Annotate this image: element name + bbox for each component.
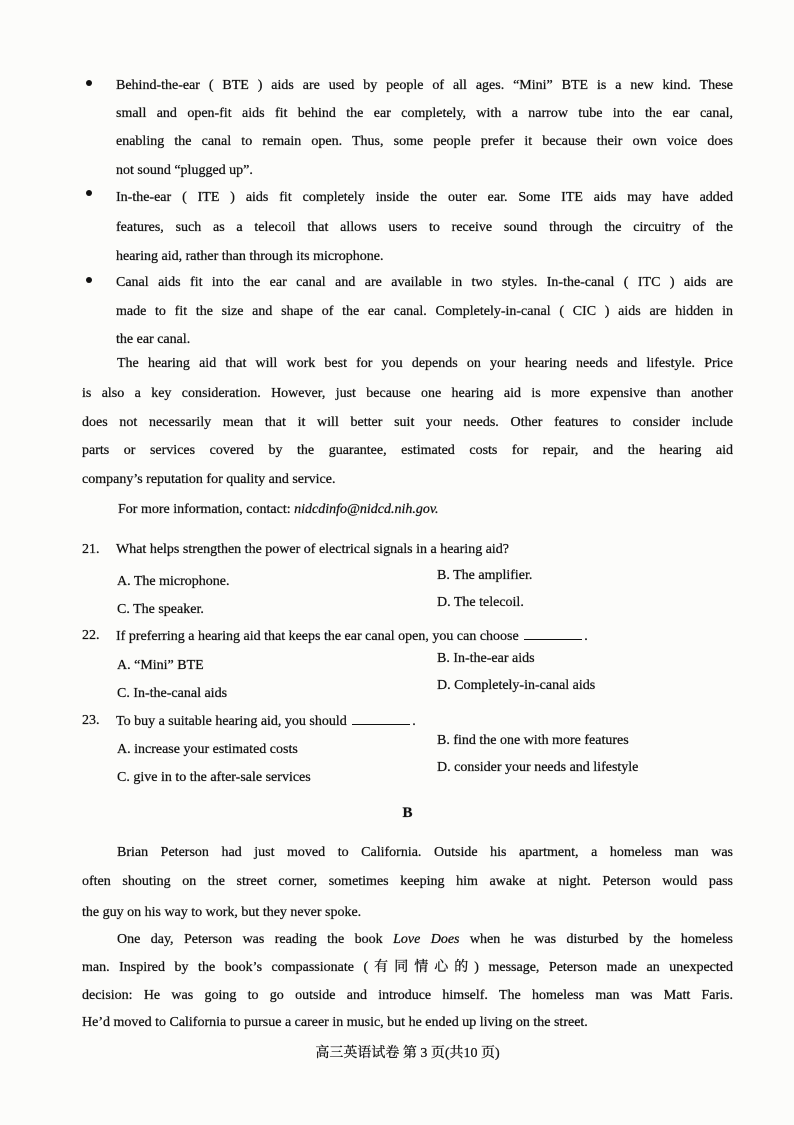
bullet-icon xyxy=(86,277,92,283)
answer-blank xyxy=(524,625,582,640)
bullet-2-line-1: In-the-ear ( ITE ) aids fit completely inside the outer ear. Some ITE aids may have added xyxy=(116,190,733,205)
question-23-stem-end: . xyxy=(412,714,416,729)
question-21-option-b: B. The amplifier. xyxy=(437,568,533,583)
question-22-stem-end: . xyxy=(584,629,588,644)
paragraph-line-5: company’s reputation for quality and service. xyxy=(82,472,336,487)
contact-prefix: For more information, contact: xyxy=(118,502,295,517)
story-p2-line-4: He’d moved to California to pursue a career in music, but he ended up living on the street. xyxy=(82,1015,588,1030)
question-21-stem: What helps strengthen the power of electrical signals in a hearing aid? xyxy=(116,542,510,557)
question-23-stem-line xyxy=(116,710,733,732)
question-23-option-d: D. consider your needs and lifestyle xyxy=(437,760,639,775)
bullet-1-line-2: small and open-fit aids fit behind the ear completely, with a narrow tube into the ear canal, xyxy=(116,106,733,121)
story-p2-line-1-after: when he was disturbed by the homeless xyxy=(459,932,734,947)
bullet-1-line-4: not sound “plugged up”. xyxy=(116,163,253,178)
question-23-number: 23. xyxy=(82,713,100,728)
question-22-option-d: D. Completely-in-canal aids xyxy=(437,678,596,693)
contact-line xyxy=(118,499,733,521)
bullet-3-line-1: Canal aids fit into the ear canal and are available in two styles. In-the-canal ( ITC ) aids are xyxy=(116,275,733,290)
book-title: Love Does xyxy=(393,932,460,947)
question-22-option-a: A. “Mini” BTE xyxy=(117,658,204,673)
question-22-option-b: B. In-the-ear aids xyxy=(437,651,535,666)
question-22-option-c: C. In-the-canal aids xyxy=(117,686,228,701)
bullet-icon xyxy=(86,190,92,196)
question-23-option-b: B. find the one with more features xyxy=(437,733,629,748)
question-22-number: 22. xyxy=(82,628,100,643)
story-p1-line-1: Brian Peterson had just moved to California. Outside his apartment, a homeless man was xyxy=(117,845,733,860)
paragraph-line-2: is also a key consideration. However, just because one hearing aid is more expensive than another xyxy=(82,386,733,401)
question-23-option-c: C. give in to the after-sale services xyxy=(117,770,311,785)
question-21-number: 21. xyxy=(82,542,100,557)
page-footer: 高三英语试卷 第 3 页(共10 页) xyxy=(315,1046,500,1061)
bullet-3-line-3: the ear canal. xyxy=(116,332,191,347)
question-21-option-c: C. The speaker. xyxy=(117,602,204,617)
question-23-option-a: A. increase your estimated costs xyxy=(117,742,298,757)
story-p2-line-1-before: One day, Peterson was reading the book xyxy=(117,932,394,947)
contact-email: nidcdinfo@nidcd.nih.gov. xyxy=(294,502,439,517)
paragraph-line-1: The hearing aid that will work best for you depends on your hearing needs and lifestyle. Price xyxy=(117,356,733,371)
story-p2-line-1 xyxy=(117,929,733,951)
question-21-option-a: A. The microphone. xyxy=(117,574,230,589)
bullet-1-line-1: Behind-the-ear ( BTE ) aids are used by people of all ages. “Mini” BTE is a new kind. These xyxy=(116,78,733,93)
paragraph-line-3: does not necessarily mean that it will better suit your needs. Other features to consider include xyxy=(82,415,733,430)
story-p2-line-2: man. Inspired by the book’s compassionate (有同情心的) message, Peterson made an unexpected xyxy=(82,960,733,975)
bullet-3-line-2: made to fit the size and shape of the ear canal. Completely-in-canal ( CIC ) aids are hidden in xyxy=(116,304,733,319)
section-b-heading: B xyxy=(402,805,413,821)
question-23-stem: To buy a suitable hearing aid, you should xyxy=(116,714,347,729)
question-22-stem: If preferring a hearing aid that keeps the ear canal open, you can choose xyxy=(116,629,519,644)
story-p1-line-3: the guy on his way to work, but they never spoke. xyxy=(82,905,362,920)
bullet-2-line-3: hearing aid, rather than through its microphone. xyxy=(116,249,384,264)
bullet-1-line-3: enabling the canal to remain open. Thus, some people prefer it because their own voice does xyxy=(116,134,733,149)
question-21-option-d: D. The telecoil. xyxy=(437,595,524,610)
paragraph-line-4: parts or services covered by the guarantee, estimated costs for repair, and the hearing aid xyxy=(82,443,733,458)
answer-blank xyxy=(352,710,410,725)
question-22-stem-line xyxy=(116,625,733,647)
story-p1-line-2: often shouting on the street corner, sometimes keeping him awake at night. Peterson would pass xyxy=(82,874,733,889)
bullet-2-line-2: features, such as a telecoil that allows users to receive sound through the circuitry of the xyxy=(116,220,733,235)
bullet-icon xyxy=(86,80,92,86)
story-p2-line-3: decision: He was going to go outside and introduce himself. The homeless man was Matt Faris. xyxy=(82,988,733,1003)
